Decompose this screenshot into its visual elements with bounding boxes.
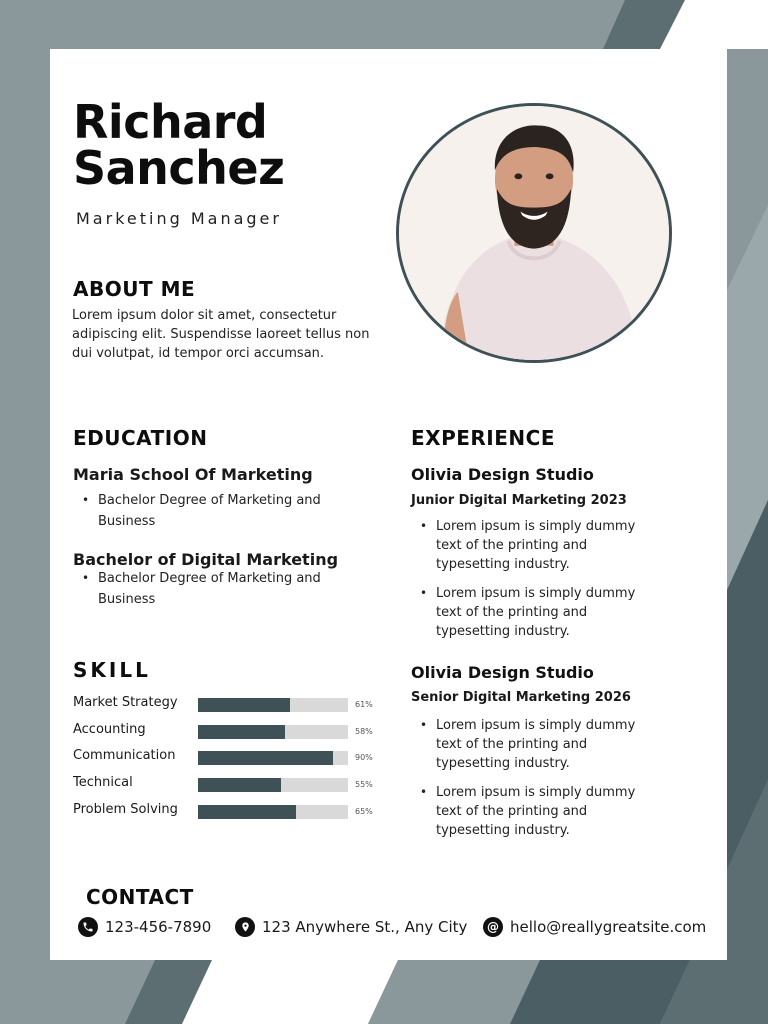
education-details [74,490,334,532]
skill-bar-track [198,698,348,712]
skill-row [73,695,393,715]
contact-phone[interactable] [78,915,211,939]
education-school: Maria School Of Marketing [73,465,313,484]
skill-heading: SKILL [73,658,151,682]
deco-stripe-bottom-white [182,960,398,1024]
about-heading: ABOUT ME [73,277,196,301]
skill-label: Accounting [73,721,146,737]
phone-number: 123-456-7890 [105,918,212,936]
skill-label: Problem Solving [73,801,178,817]
education-details [74,568,334,610]
skill-bar-fill [198,698,290,712]
skill-percent: 90% [355,753,373,763]
candidate-name [73,95,393,195]
education-detail-item: • Bachelor Degree of Marketing and Business [74,568,334,610]
first-name: Richard [73,95,268,149]
skill-row [73,722,393,742]
skill-row [73,748,393,768]
skill-percent: 61% [355,700,373,709]
email-at-icon: @ [483,917,503,937]
education-heading: EDUCATION [73,426,208,450]
deco-stripe-bottom-darker [510,960,690,1024]
experience-heading: EXPERIENCE [411,426,555,450]
portrait-illustration [399,106,669,360]
resume-sheet [50,49,727,960]
experience-company: Olivia Design Studio [411,663,594,682]
location-pin-icon [235,917,255,937]
contact-address[interactable] [235,915,467,939]
skill-bar-fill [198,805,296,819]
skill-percent: 55% [355,780,373,790]
skill-bar-track [198,805,348,819]
skill-label: Technical [73,775,133,791]
last-name: Sanchez [73,141,285,195]
skill-label: Communication [73,748,176,764]
skill-bar-track [198,778,348,792]
experience-bullet: • Lorem ipsum is simply dummy text of the printing and typesetting industry. [412,716,662,773]
education-school: Bachelor of Digital Marketing [73,550,339,569]
experience-bullets [412,517,662,651]
experience-role: Junior Digital Marketing 2023 [411,493,627,508]
phone-icon [78,917,98,937]
skill-bar-fill [198,778,281,792]
contact-heading: CONTACT [86,885,194,909]
skill-bar-track [198,725,348,739]
experience-bullet: • Lorem ipsum is simply dummy text of the printing and typesetting industry. [412,517,662,574]
skill-percent: 58% [355,726,373,736]
experience-bullets [412,716,662,850]
experience-bullet: • Lorem ipsum is simply dummy text of the printing and typesetting industry. [412,783,662,840]
skill-bar-track [198,751,348,765]
contact-email[interactable] [483,915,706,939]
skill-row [73,775,393,795]
education-detail-item: • Bachelor Degree of Marketing and Business [74,490,334,532]
experience-company: Olivia Design Studio [411,465,594,484]
skill-bar-fill [198,751,333,765]
address-text: 123 Anywhere St., Any City [262,918,468,936]
about-text: Lorem ipsum dolor sit amet, consectetur adipiscing elit. Suspendisse laoreet tellus non dui volutpat, id tempor orci accumsan. [72,308,370,361]
skill-row [73,802,393,822]
profile-photo [396,103,672,363]
experience-bullet: • Lorem ipsum is simply dummy text of the printing and typesetting industry. [412,584,662,641]
experience-role: Senior Digital Marketing 2026 [411,690,631,705]
skill-bar-fill [198,725,285,739]
skill-label: Market Strategy [73,695,178,710]
email-text: hello@reallygreatsite.com [510,918,707,936]
skill-percent: 65% [355,806,373,816]
job-title: Marketing Manager [76,209,282,228]
deco-stripe-bottom-gray [368,960,540,1024]
